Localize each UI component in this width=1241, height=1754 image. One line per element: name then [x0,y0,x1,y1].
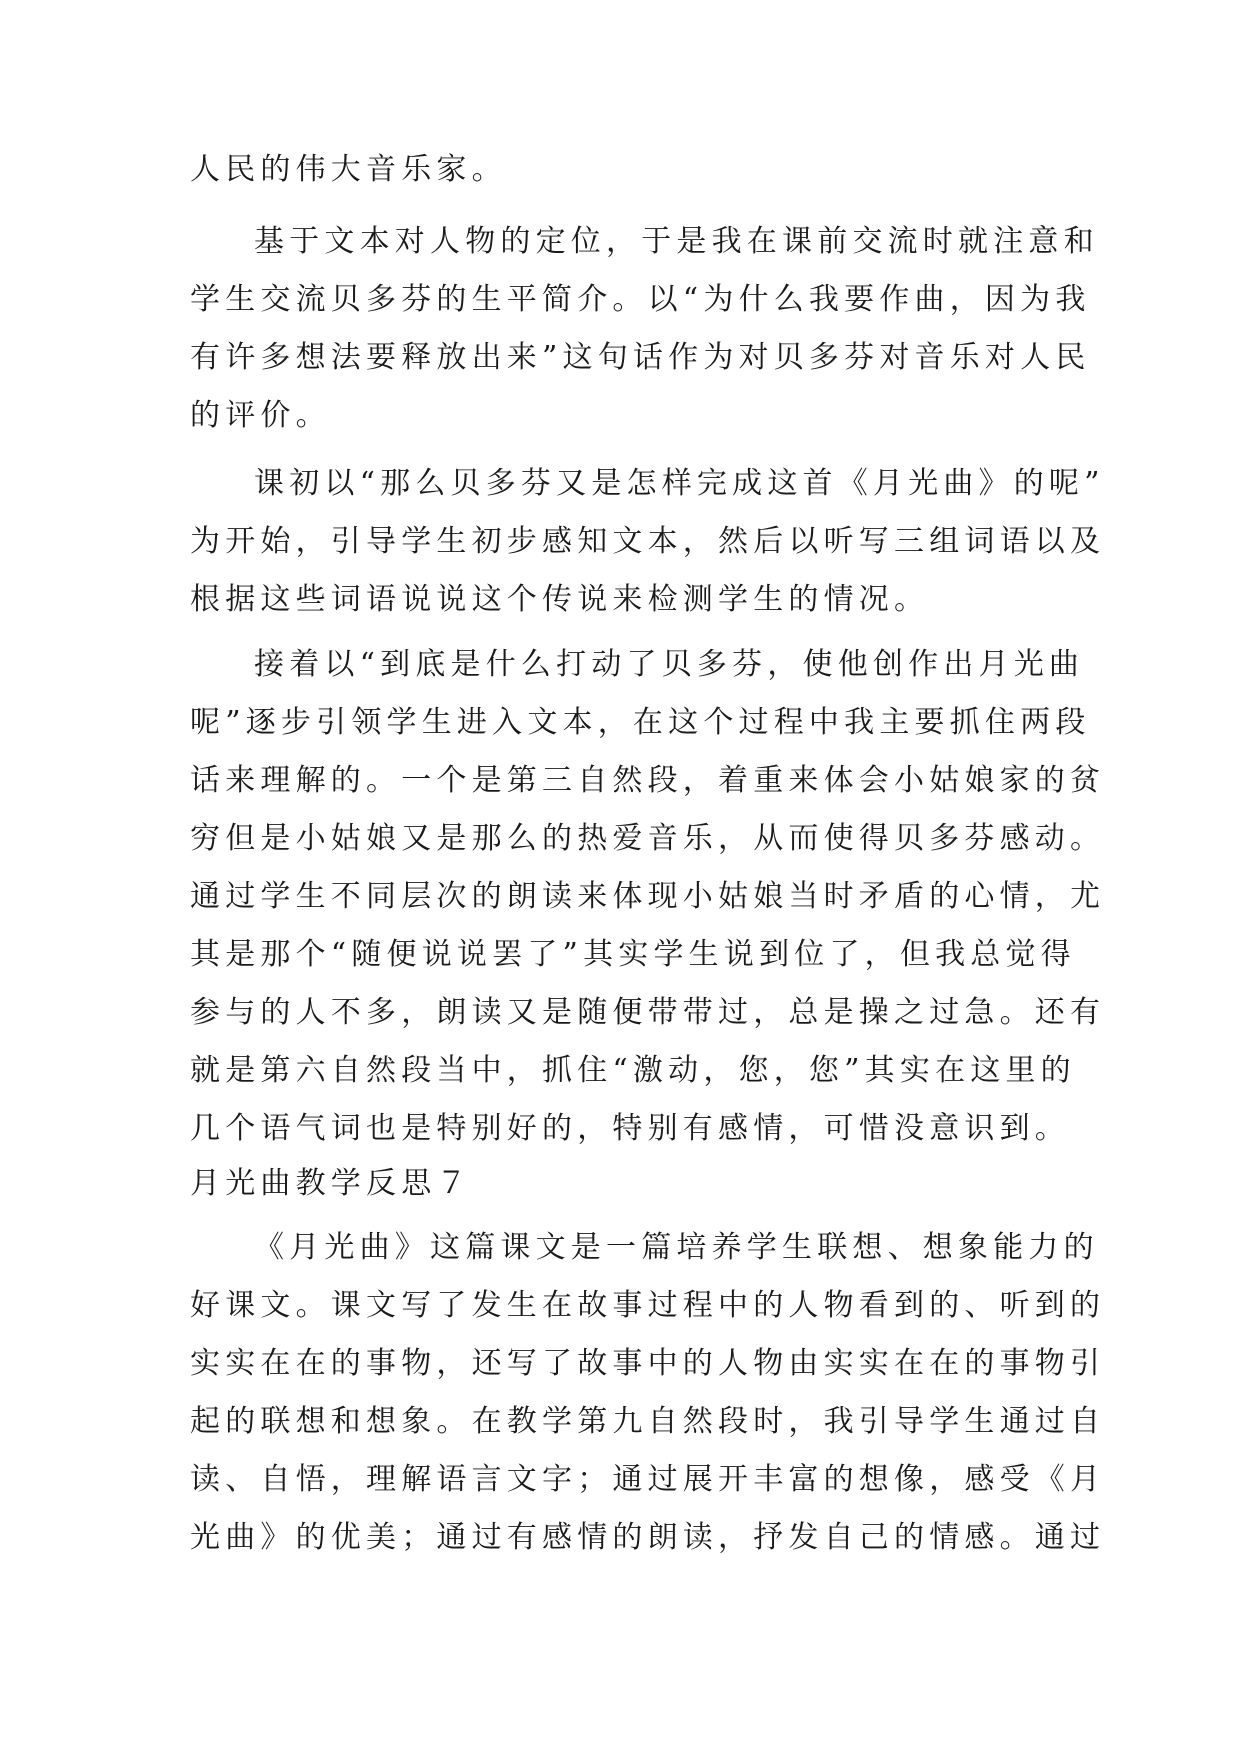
text-line: 几个语气词也是特别好的，特别有感情，可惜没意识到。 [190,1111,1070,1146]
text-line: 学生交流贝多芬的生平简介。以“为什么我要作曲，因为我 [190,282,1091,317]
text-line: 其是那个“随便说说罢了”其实学生说到位了，但我总觉得 [190,937,1076,972]
text-line: 话来理解的。一个是第三自然段，着重来体会小姑娘家的贫 [190,763,1106,798]
text-line: 呢”逐步引领学生进入文本，在这个过程中我主要抓住两段 [190,705,1091,740]
text-line: 实实在在的事物，还写了故事中的人物由实实在在的事物引 [190,1346,1106,1381]
paragraph-first-line: 基于文本对人物的定位，于是我在课前交流时就注意和 [254,224,1099,259]
paragraph-first-line: 《月光曲》这篇课文是一篇培养学生联想、想象能力的 [254,1230,1099,1265]
text-line: 起的联想和想象。在教学第九自然段时，我引导学生通过自 [190,1404,1106,1439]
text-line: 读、自悟，理解语言文字；通过展开丰富的想像，感受《月 [190,1462,1106,1497]
text-line: 参与的人不多，朗读又是随便带带过，总是操之过急。还有 [190,995,1106,1030]
text-line: 通过学生不同层次的朗读来体现小姑娘当时矛盾的心情，尤 [190,879,1106,914]
text-line: 就是第六自然段当中，抓住“激动，您，您”其实在这里的 [190,1053,1076,1088]
text-line: 为开始，引导学生初步感知文本，然后以听写三组词语以及 [190,524,1106,559]
text-line: 的评价。 [190,398,331,433]
section-heading: 月光曲教学反思７ [190,1166,472,1201]
text-line: 好课文。课文写了发生在故事过程中的人物看到的、听到的 [190,1288,1106,1323]
text-line: 光曲》的优美；通过有感情的朗读，抒发自己的情感。通过 [190,1520,1106,1555]
text-line: 人民的伟大音乐家。 [190,152,507,187]
paragraph-first-line: 接着以“到底是什么打动了贝多芬，使他创作出月光曲 [254,647,1085,682]
text-line: 穷但是小姑娘又是那么的热爱音乐，从而使得贝多芬感动。 [190,821,1106,856]
paragraph-first-line: 课初以“那么贝多芬又是怎样完成这首《月光曲》的呢” [254,466,1105,501]
text-line: 根据这些词语说说这个传说来检测学生的情况。 [190,582,930,617]
text-line: 有许多想法要释放出来”这句话作为对贝多芬对音乐对人民 [190,340,1091,375]
